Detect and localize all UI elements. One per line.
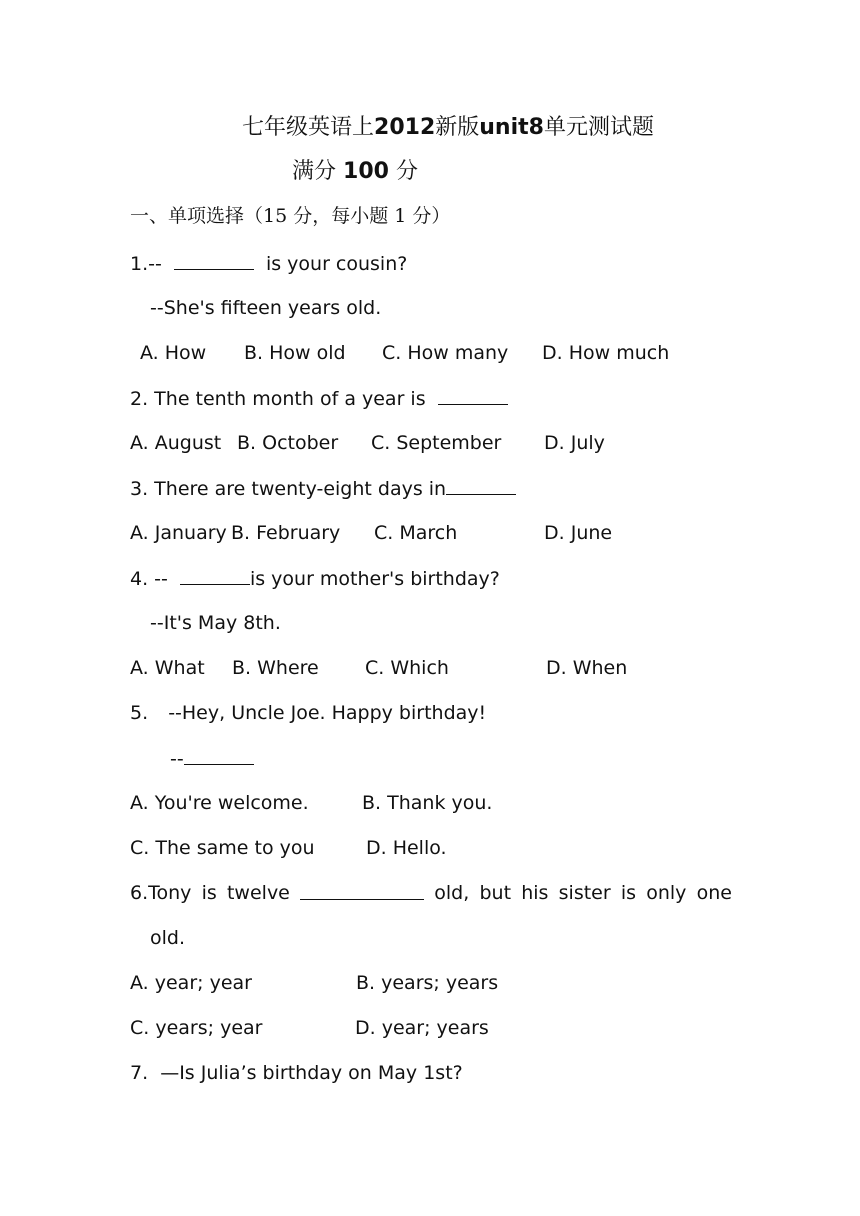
option-c: C. years; year [130, 1017, 263, 1039]
question-5-answer [170, 746, 254, 771]
question-3 [130, 476, 516, 501]
question-4-answer: --It's May 8th. [150, 612, 281, 634]
title-part: 单元测试题 [543, 115, 654, 140]
question-word: is [201, 882, 217, 904]
option-d: D. How much [542, 342, 670, 364]
title-part: 新版 [435, 115, 480, 140]
option-d: D. July [544, 432, 605, 454]
question-6-continued: old. [150, 927, 186, 949]
option-a: A. How [140, 342, 207, 364]
option-a: A. January [130, 522, 227, 544]
answer-blank [300, 881, 424, 900]
option-c: C. The same to you [130, 837, 315, 859]
option-d: D. June [544, 522, 613, 544]
option-b: B. October [237, 432, 339, 454]
question-2 [130, 386, 508, 411]
option-d: D. Hello. [366, 837, 447, 859]
option-c: C. How many [382, 342, 509, 364]
score-part: 100 [343, 159, 389, 184]
option-d: D. When [546, 657, 628, 679]
option-b: B. years; years [356, 972, 499, 994]
question-4 [130, 566, 500, 591]
question-1-answer: --She's fifteen years old. [150, 297, 382, 319]
question-text: 5. [130, 702, 149, 724]
option-c: C. September [371, 432, 502, 454]
question-word: old, [434, 882, 470, 904]
question-text: —Is Julia’s birthday on May 1st? [160, 1062, 463, 1084]
option-b: B. Thank you. [362, 792, 493, 814]
option-a: A. year; year [130, 972, 252, 994]
question-5 [130, 701, 486, 725]
question-1 [130, 251, 407, 276]
question-word: one [696, 882, 732, 904]
answer-blank [180, 566, 250, 585]
question-text: 1.-- [130, 253, 162, 275]
option-b: B. Where [232, 657, 319, 679]
answer-blank [174, 251, 254, 270]
section-heading: 一、单项选择（15 分，每小题 1 分） [130, 205, 451, 227]
option-c: C. Which [365, 657, 449, 679]
full-score [292, 160, 418, 184]
question-word: sister [558, 882, 611, 904]
answer-text: -- [170, 748, 184, 770]
answer-blank [446, 476, 516, 495]
title-part: unit8 [479, 115, 544, 140]
title-part: 七年级英语上 [242, 115, 375, 140]
option-a: A. What [130, 657, 205, 679]
page-title [242, 116, 654, 140]
option-b: B. How old [244, 342, 346, 364]
question-text: is your cousin? [265, 253, 408, 275]
question-text: 3. There are twenty-eight days in [130, 478, 447, 500]
title-part: 2012 [374, 115, 436, 140]
question-6 [130, 881, 732, 905]
question-7 [130, 1061, 463, 1085]
question-word: 6.Tony [130, 882, 192, 904]
question-word: is [620, 882, 637, 904]
option-a: A. You're welcome. [130, 792, 309, 814]
answer-blank [184, 746, 254, 765]
option-a: A. August [130, 432, 222, 454]
answer-blank [438, 386, 508, 405]
score-part: 满分 [292, 159, 337, 184]
question-word: only [646, 882, 687, 904]
question-text: 4. -- [130, 568, 168, 590]
question-text: is your mother's birthday? [249, 568, 500, 590]
score-part: 分 [395, 159, 418, 184]
option-d: D. year; years [355, 1017, 489, 1039]
option-b: B. February [231, 522, 341, 544]
question-word: twelve [226, 882, 290, 904]
question-text: 7. [130, 1062, 149, 1084]
question-word: but [479, 882, 512, 904]
question-text: --Hey, Uncle Joe. Happy birthday! [168, 702, 487, 724]
question-word: his [521, 882, 549, 904]
option-c: C. March [374, 522, 458, 544]
question-text: 2. The tenth month of a year is [130, 388, 426, 410]
